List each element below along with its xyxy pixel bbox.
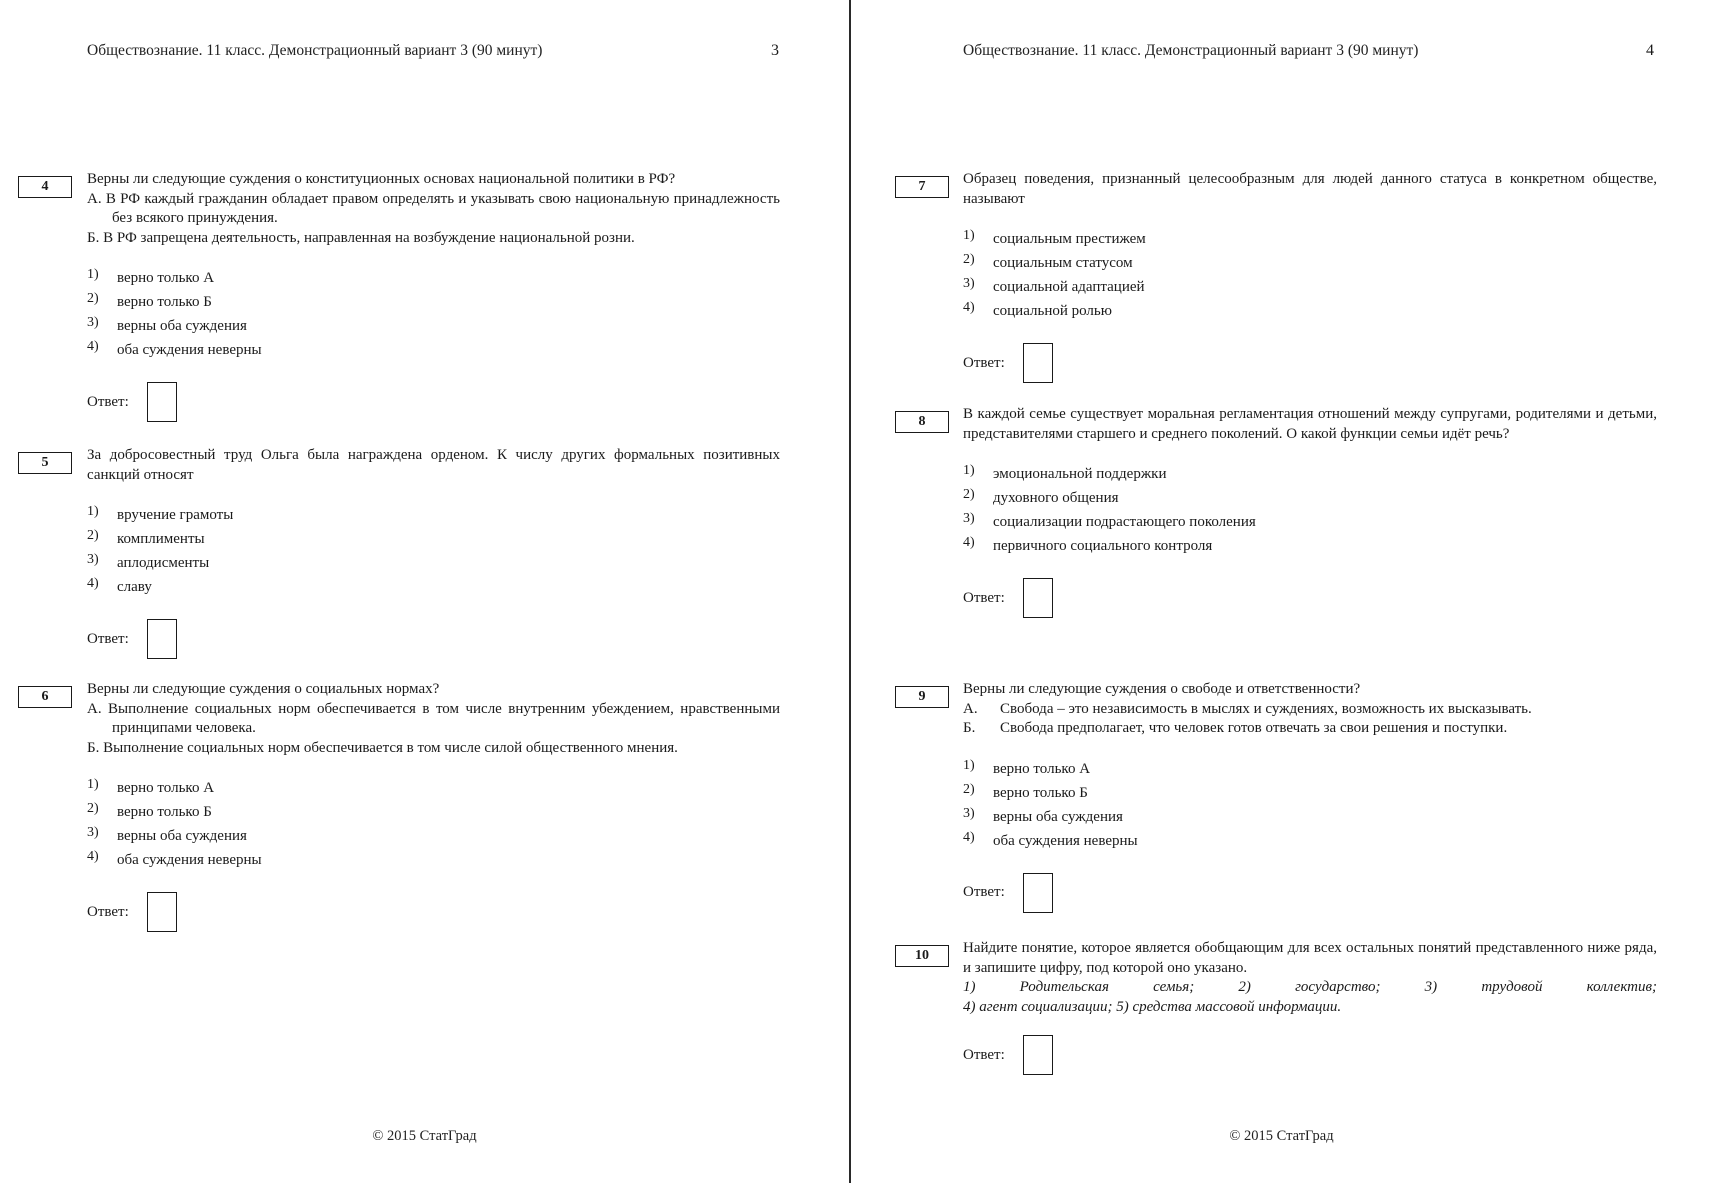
question-text xyxy=(963,405,1657,444)
option-number: 3) xyxy=(87,825,99,840)
concept-list-line-1: 1) Родительская семья; 2) государство; 3) трудовой коллектив; xyxy=(963,979,1657,995)
statement-a: А. Выполнение социальных норм обеспечивается в том числе внутренним убеждением, нравственными принципами человека. xyxy=(87,700,780,736)
option-4[interactable] xyxy=(963,299,1657,323)
option-number: 4) xyxy=(963,829,975,845)
answer-row xyxy=(87,892,780,932)
question: За добросовестный труд Ольга была награждена орденом. К числу других формальных позитивных санкций относят xyxy=(87,447,780,483)
statement-a-label: А. xyxy=(963,700,978,717)
page-header: Обществознание. 11 класс. Демонстрационный вариант 3 (90 минут) xyxy=(963,42,1419,59)
statement-b-label: Б. xyxy=(963,720,976,736)
option-text: социальным статусом xyxy=(993,255,1133,271)
task-body xyxy=(963,170,1657,383)
answer-box[interactable] xyxy=(147,619,177,659)
task-number: 5 xyxy=(18,452,72,474)
task-body xyxy=(963,680,1657,913)
answer-row xyxy=(963,578,1657,618)
answer-box[interactable] xyxy=(1023,578,1053,618)
option-number: 2) xyxy=(963,487,975,502)
option-text: аплодисменты xyxy=(117,555,210,571)
question: Верны ли следующие суждения о свободе и ответственности? xyxy=(963,681,1361,697)
option-1[interactable] xyxy=(963,462,1657,486)
question: Найдите понятие, которое является обобщающим для всех остальных понятий представленного ниже ряда, и запишите цифру, под которой оно указано. xyxy=(963,940,1657,976)
task-number: 6 xyxy=(18,686,72,708)
option-text: верны оба суждения xyxy=(117,318,247,334)
answer-label: Ответ: xyxy=(87,630,129,647)
page-number: 3 xyxy=(771,42,779,59)
option-number: 2) xyxy=(87,291,99,306)
option-text: верно только А xyxy=(993,760,1091,777)
answer-row xyxy=(963,1035,1657,1075)
option-number: 1) xyxy=(87,267,99,282)
answer-label: Ответ: xyxy=(963,589,1005,606)
answer-label: Ответ: xyxy=(963,354,1005,371)
answer-box[interactable] xyxy=(147,382,177,422)
question: Верны ли следующие суждения о конституционных основах национальной политики в РФ? xyxy=(87,171,676,187)
option-number: 4) xyxy=(963,300,975,315)
options-list xyxy=(963,227,1657,323)
statement-b: Б. Выполнение социальных норм обеспечивается в том числе силой общественного мнения. xyxy=(87,739,678,756)
option-text: духовного общения xyxy=(993,490,1119,506)
options-list xyxy=(87,503,780,599)
option-number: 2) xyxy=(87,528,99,543)
options-list xyxy=(963,757,1657,853)
option-number: 2) xyxy=(963,252,975,267)
right-page xyxy=(851,0,1712,1183)
task-number: 10 xyxy=(895,945,949,967)
option-1[interactable] xyxy=(87,503,780,527)
task-body xyxy=(87,446,780,659)
task-number: 7 xyxy=(895,176,949,198)
option-number: 3) xyxy=(963,511,975,526)
page-footer: © 2015 СтатГрад xyxy=(1229,1128,1334,1144)
statement-a xyxy=(963,700,1657,720)
option-number: 4) xyxy=(87,339,99,354)
option-text: верны оба суждения xyxy=(993,808,1123,825)
option-2[interactable] xyxy=(87,800,780,824)
page-footer: © 2015 СтатГрад xyxy=(372,1128,477,1144)
page-number: 4 xyxy=(1646,42,1654,59)
option-text: социализации подрастающего поколения xyxy=(993,514,1256,530)
option-text: верно только А xyxy=(117,270,215,286)
option-1[interactable] xyxy=(963,227,1657,251)
option-3[interactable] xyxy=(963,275,1657,299)
option-4[interactable] xyxy=(963,829,1657,853)
answer-row xyxy=(87,382,780,422)
option-number: 3) xyxy=(963,805,975,821)
answer-label: Ответ: xyxy=(87,903,129,920)
task-body xyxy=(87,680,780,932)
option-number: 3) xyxy=(87,315,99,330)
question-text xyxy=(963,680,1657,739)
option-4[interactable] xyxy=(87,338,780,362)
question-text xyxy=(963,939,1657,1017)
answer-box[interactable] xyxy=(1023,1035,1053,1075)
answer-row xyxy=(87,619,780,659)
answer-box[interactable] xyxy=(1023,873,1053,913)
answer-box[interactable] xyxy=(1023,343,1053,383)
concept-list-line-2: 4) агент социализации; 5) средства массовой информации. xyxy=(963,998,1342,1015)
option-1[interactable] xyxy=(87,776,780,800)
option-2[interactable] xyxy=(963,781,1657,805)
option-2[interactable] xyxy=(87,527,780,551)
task-body xyxy=(87,170,780,422)
option-1[interactable] xyxy=(963,757,1657,781)
option-number: 1) xyxy=(963,757,975,773)
answer-row xyxy=(963,343,1657,383)
option-3[interactable] xyxy=(963,510,1657,534)
statement-a: А. В РФ каждый гражданин обладает правом определять и указывать свою национальную принадлежность без всякого принуждения. xyxy=(87,190,780,226)
option-number: 4) xyxy=(87,849,99,864)
option-2[interactable] xyxy=(963,251,1657,275)
question-text xyxy=(87,446,780,485)
option-text: социальной адаптацией xyxy=(993,279,1145,295)
option-text: верны оба суждения xyxy=(117,828,247,844)
question: Образец поведения, признанный целесообразным для людей данного статуса в конкретном обществе, называют xyxy=(963,171,1657,207)
answer-label: Ответ: xyxy=(87,393,129,410)
task-number: 8 xyxy=(895,411,949,433)
question-text xyxy=(87,170,780,248)
question: Верны ли следующие суждения о социальных нормах? xyxy=(87,681,440,697)
task-body xyxy=(963,405,1657,618)
statement-b-text: Свобода предполагает, что человек готов отвечать за свои решения и поступки. xyxy=(1000,720,1508,736)
option-text: верно только Б xyxy=(117,294,212,310)
option-text: верно только А xyxy=(117,780,215,796)
option-text: эмоциональной поддержки xyxy=(993,466,1167,482)
page-header: Обществознание. 11 класс. Демонстрационный вариант 3 (90 минут) xyxy=(87,42,543,59)
option-number: 2) xyxy=(87,801,99,816)
question-text xyxy=(963,170,1657,209)
left-page xyxy=(0,0,849,1183)
options-list xyxy=(87,776,780,872)
option-4[interactable] xyxy=(87,575,780,599)
option-text: верно только Б xyxy=(993,784,1088,801)
option-number: 1) xyxy=(87,504,99,519)
option-text: оба суждения неверны xyxy=(993,832,1138,849)
option-text: оба суждения неверны xyxy=(117,852,262,868)
answer-row xyxy=(963,873,1657,913)
task-body xyxy=(963,939,1657,1075)
option-text: верно только Б xyxy=(117,804,212,820)
option-2[interactable] xyxy=(87,290,780,314)
option-text: комплименты xyxy=(117,531,205,547)
task-number: 4 xyxy=(18,176,72,198)
option-3[interactable] xyxy=(87,824,780,848)
statement-a-text: Свобода – это независимость в мыслях и суждениях, возможность их высказывать. xyxy=(1000,700,1532,717)
question-text xyxy=(87,680,780,758)
option-number: 1) xyxy=(963,228,975,243)
option-3[interactable] xyxy=(963,805,1657,829)
option-number: 4) xyxy=(87,576,99,591)
option-3[interactable] xyxy=(87,314,780,338)
statement-b: Б. В РФ запрещена деятельность, направленная на возбуждение национальной розни. xyxy=(87,229,635,246)
answer-label: Ответ: xyxy=(963,884,1005,900)
option-text: первичного социального контроля xyxy=(993,538,1213,554)
option-text: оба суждения неверны xyxy=(117,342,262,358)
options-list xyxy=(87,266,780,362)
question: В каждой семье существует моральная регламентация отношений между супругами, родителями и детьми, представителями старшего и среднего поколений. О какой функции семьи идёт речь? xyxy=(963,406,1657,442)
option-3[interactable] xyxy=(87,551,780,575)
option-2[interactable] xyxy=(963,486,1657,510)
option-text: социальным престижем xyxy=(993,231,1146,247)
answer-label: Ответ: xyxy=(963,1046,1005,1063)
answer-box[interactable] xyxy=(147,892,177,932)
option-text: социальной ролью xyxy=(993,303,1112,319)
task-number: 9 xyxy=(895,686,949,708)
option-4[interactable] xyxy=(963,534,1657,558)
options-list xyxy=(963,462,1657,558)
option-1[interactable] xyxy=(87,266,780,290)
option-number: 1) xyxy=(963,463,975,478)
option-4[interactable] xyxy=(87,848,780,872)
option-number: 3) xyxy=(963,276,975,291)
option-text: вручение грамоты xyxy=(117,507,234,523)
option-number: 1) xyxy=(87,777,99,792)
option-number: 2) xyxy=(963,781,975,797)
option-number: 4) xyxy=(963,535,975,550)
statement-b xyxy=(963,719,1657,739)
option-number: 3) xyxy=(87,552,99,567)
option-text: славу xyxy=(117,579,152,595)
